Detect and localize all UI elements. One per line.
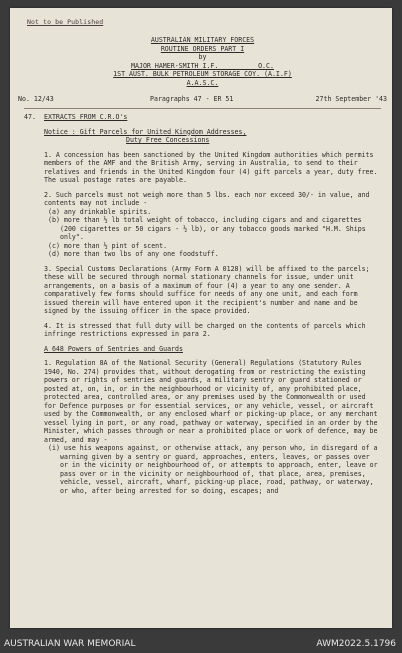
order-number: No. 12/43 (18, 95, 54, 103)
section-47-title: EXTRACTS FROM C.R.O's (44, 113, 128, 121)
paragraph-2b: (b) more than ½ lb total weight of tobacco, including cigars and and cigarettes (200 cigarettes or 50 cigars - ½ lb), or any tobacco goods marked "H.M. Ships only". (48, 216, 366, 241)
header-line5: 1ST AUST. BULK PETROLEUM STORAGE COY. (A.I.F) (113, 70, 292, 78)
header-divider (24, 108, 381, 109)
order-header (24, 18, 381, 87)
footer-accession-number: AWM2022.5.1796 (316, 639, 396, 649)
header-line3: by (198, 53, 207, 61)
notice-title-2: Duty Free Concessions (126, 136, 210, 144)
paragraph-3: 3. Special Customs Declarations (Army Form A 0128) will be affixed to the parcels; these will be secured through normal stationary channels for issue, under unit arrangements, on a basis of a maximum of four (4) a year to any one sender. A comparatively few forms should suffice for needs of any one unit, and each form issued therein will have entered upon it the recipient's number and name and be signed by the issuing officer in the space provided. (44, 264, 370, 315)
order-reference (18, 95, 387, 105)
section-47 (24, 113, 381, 345)
paragraph-4: 4. It is stressed that full duty will be charged on the contents of parcels which infringe restrictions expressed in para 2. (44, 321, 366, 338)
sentries-title: A 648 Powers of Sentries and Guards (44, 344, 183, 353)
paragraph-2d: (d) more than two lbs of any one foodstuff. (48, 250, 219, 258)
header-line2: ROUTINE ORDERS PART I (160, 44, 245, 53)
order-date: 27th September '43 (315, 95, 387, 103)
not-published-stamp: Not to be Published (27, 18, 104, 26)
paragraph-2c: (c) more than ½ pint of scent. (48, 241, 168, 250)
section-47-number: 47. (24, 113, 36, 121)
header-line4: MAJOR HAMER-SMITH I.F. O.C. (131, 61, 274, 70)
notice-heading: Notice : Gift Parcels for United Kingdom Addresses, (44, 127, 247, 136)
section-sentries (24, 345, 381, 496)
document-sheet (10, 8, 392, 628)
paragraph-2: 2. Such parcels must not weigh more than 5 lbs. each nor exceed 30/- in value, and contents may not include - (44, 190, 370, 207)
notice-title: Gift Parcels for United Kingdom Addresses, (79, 127, 247, 136)
sentries-paragraph-1i: (i) use his weapons against, or otherwise attack, any person who, in disregard of a warning given by a sentry or guard, approaches, enters, leaves, or passes over or in the vicinity or neighbourhood of, or attempts to approach, enter, leave or pass over or in the vicinity or neighbourhood of, that place, area, premises, vehicle, vessel, aircraft, wharf, picking-up place, road, pathway, or waterway, or who, after being arrested for so doing, escapes; and (48, 444, 378, 495)
header-line1: AUSTRALIAN MILITARY FORCES (150, 36, 255, 44)
document-body (18, 18, 387, 495)
sentries-paragraph-1: 1. Regulation 8A of the National Security (General) Regulations (Statutory Rules 1940, No. 274) provides that, without derogating from or restricting the existing powers or rights of sentries and guards, a military sentry or guard stationed or posted at, on, in, or in the neighbourhood or vicinity of, any prohibited place, protected area, controlled area, or any premises used by the Commonwealth or used for Defence purposes or for essential services, or any vehicle, vessel, or aircraft used by the Commonwealth, or any enclosed wharf or picking-up place, or any merchant vessel lying in port, or any road, pathway or waterway, specified in an order by the Minister, which passes through or near a prohibited place or work of defence, may be armed, and may - (44, 359, 378, 444)
footer-institution: AUSTRALIAN WAR MEMORIAL (4, 639, 136, 649)
header-line6: A.A.S.C. (186, 78, 219, 87)
archive-footer (0, 631, 402, 653)
paragraph-1: 1. A concession has been sanctioned by the United Kingdom authorities which permits members of the AMF and the British Army, serving in Australia, to send to their relatives and friends in the United Kingdom four (4) gift parcels a year, duty free. The usual postage rates are payable. (44, 150, 378, 184)
paragraph-2a: (a) any drinkable spirits. (48, 207, 152, 216)
order-paragraphs: Paragraphs 47 - ER 51 (150, 95, 234, 103)
